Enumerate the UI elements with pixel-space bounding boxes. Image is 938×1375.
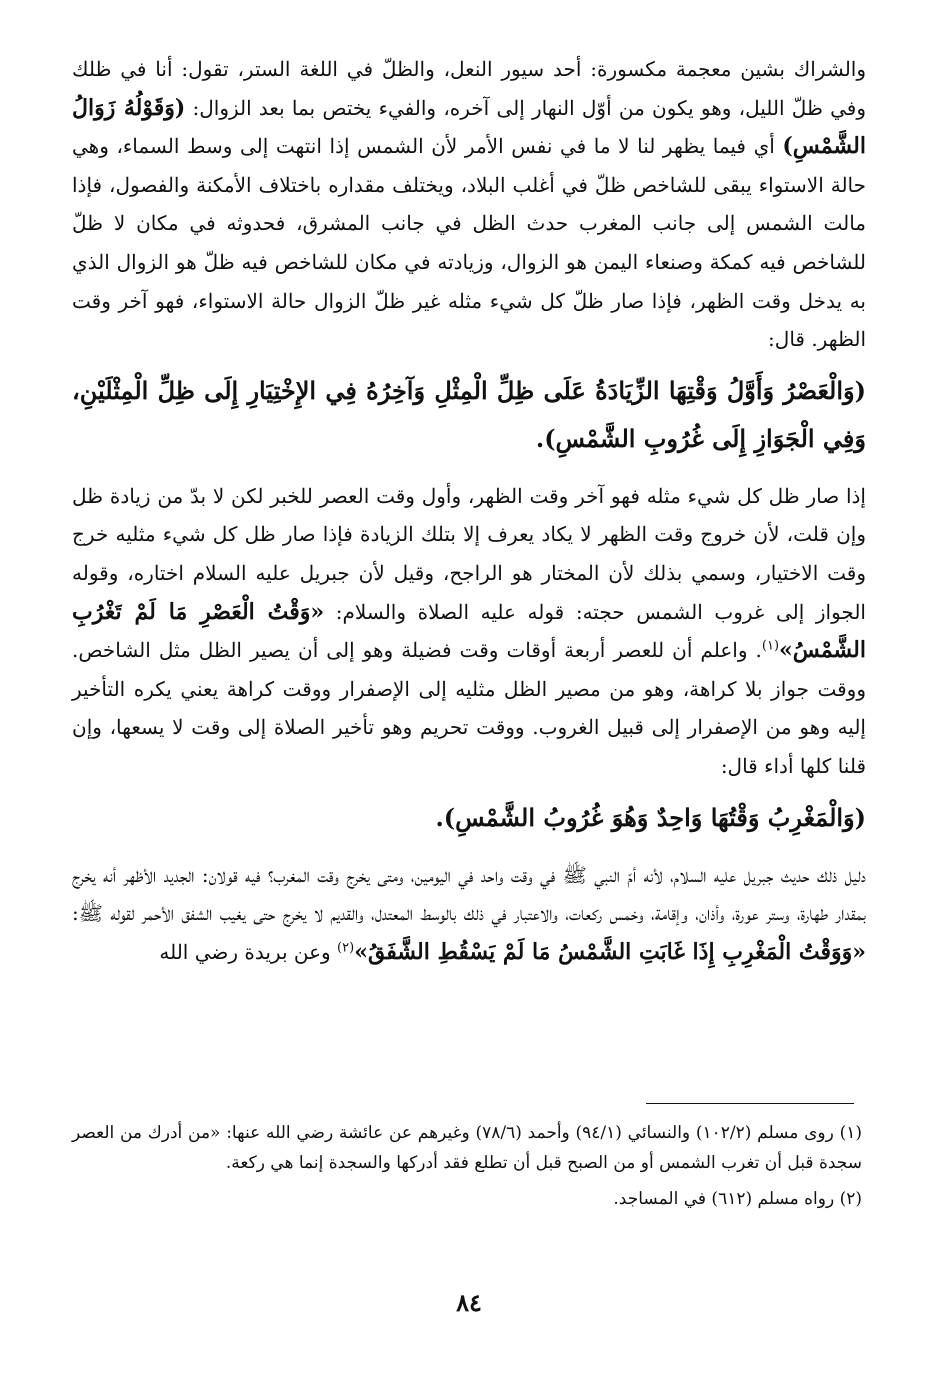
footnote-2: (٢) رواه مسلم (٦١٢) في المساجد. — [613, 1189, 862, 1209]
paragraph-1 — [72, 50, 866, 359]
paragraph-2-text: إذا صار ظل كل شيء مثله فهو آخر وقت الظهر، وأول وقت العصر للخبر لكن لا بدّ من زيادة ظل وإن قلت، لأن خروج وقت الظهر لا يكاد يعرف إلا بتلك الزيادة فإذا صار ظل كل شيء مثليه خرج وقت الاختيار، وسمي بذلك لأن المختار هو الراجح، وقيل لأن جبريل عليه السلام اختاره، وقوله الجواز إلى غروب الشمس حجته: قوله عليه الصلاة والسلام: — [72, 483, 866, 624]
footnote-1: (١) روى مسلم (١٠٢/٢) والنسائي (٩٤/١) وأحمد (٧٨/٦) وغيرهم عن عائشة رضي الله عنها: «من أدرك من العصر سجدة قبل أن تغرب الشمس أو من الصبح قبل أن تطلع فقد أدركها والسجدة إنما هي ركعة. — [72, 1123, 863, 1173]
paragraph-2-quote: «وَقْتُ الْعَصْرِ مَا لَمْ تَغْرُبِ الشَّمْسُ» — [72, 598, 866, 664]
paragraph-3 — [72, 856, 866, 972]
paragraph-3-text: دليل ذلك حديث جبريل عليه السلام، لأنه أمّ النبي ﷺ في وقت واحد في اليومين، ومتى يخرج وقت المغرب؟ فيه قولان: الجديد الأظهر أنه يخرج بمقدار طهارة، وستر عورة، وأذان، وإقامة، وخمس ركعات، والاعتبار في ذلك بالوسط المعتدل، والقديم لا يخرج حتى يغيب الشفق الأحمر لقوله ﷺ: — [72, 862, 866, 926]
paragraph-3-rest: وعن بريدة رضي الله — [159, 939, 331, 964]
footnote-ref-2[interactable]: (٢) — [337, 940, 355, 956]
footnote-separator — [646, 1103, 854, 1104]
matn-text-2: (وَالْمَغْرِبُ وَقْتُهَا وَاحِدٌ وَهُوَ غُرُوبُ الشَّمْسِ). — [435, 802, 866, 832]
matn-text-1: (وَالْعَصْرُ وَأَوَّلُ وَقْتِهَا الزِّيَادَةُ عَلَى ظِلِّ الْمِثْلِ وَآخِرُهُ فِي الإِخْتِيَارِ إِلَى ظِلِّ الْمِثْلَيْنِ، وَفِي الْجَوَازِ إِلَى غُرُوبِ الشَّمْسِ). — [72, 375, 866, 453]
page-body — [72, 50, 866, 971]
paragraph-1-rest: أي فيما يظهر لنا لا ما في نفس الأمر لأن الشمس إذا انتهت إلى وسط السماء، وهي حالة الاستواء يبقى للشاخص ظلّ في أغلب البلاد، ويختلف مقداره باختلاف الأمكنة والفصول، فإذا مالت الشمس إلى جانب المغرب حدث الظل في جانب المشرق، فحدوثه في مكان لا ظلّ للشاخص فيه كمكة وصنعاء اليمن هو الزوال، وزيادته في مكان للشاخص فيه ظلّ هو الزوال الذي به يدخل وقت الظهر، فإذا صار ظلّ كل شيء مثله غير ظلّ الزوال حالة الاستواء، فهو آخر وقت الظهر. قال: — [72, 134, 866, 352]
paragraph-3-quote: «وَوَقْتُ الْمَغْرِبِ إِذَا غَابَتِ الشَّمْسُ مَا لَمْ يَسْقُطِ الشَّفَقُ» — [354, 938, 866, 965]
paragraph-2 — [72, 477, 866, 786]
page-number: ٨٤ — [456, 1288, 482, 1317]
paragraph-1-text: والشراك بشين معجمة مكسورة: أحد سيور النعل، والظلّ في اللغة الستر، تقول: أنا في ظلك وفي ظلّ الليل، وهو يكون من أوّل النهار إلى آخره، والفيء يختص بما بعد الزوال: — [72, 57, 866, 120]
footnotes — [72, 1118, 862, 1214]
footnote-ref-1[interactable]: (١) — [761, 638, 780, 654]
paragraph-1-quote: (وَقَوْلُهُ زَوَالُ الشَّمْسِ) — [72, 94, 866, 160]
paragraph-2-rest: . واعلم أن للعصر أربعة أوقات وقت فضيلة وهو إلى أن يصير الظل مثل الشاخص. ووقت جواز بلا كراهة، وهو من مصير الظل مثليه إلى الإصفرار ووقت كراهة يعني يكره التأخير إليه وهو من الإصفرار إلى قبيل الغروب. ووقت تحريم وهو تأخير الصلاة إلى وقت لا يسعها، وإن قلنا كلها أداء قال: — [72, 638, 866, 778]
